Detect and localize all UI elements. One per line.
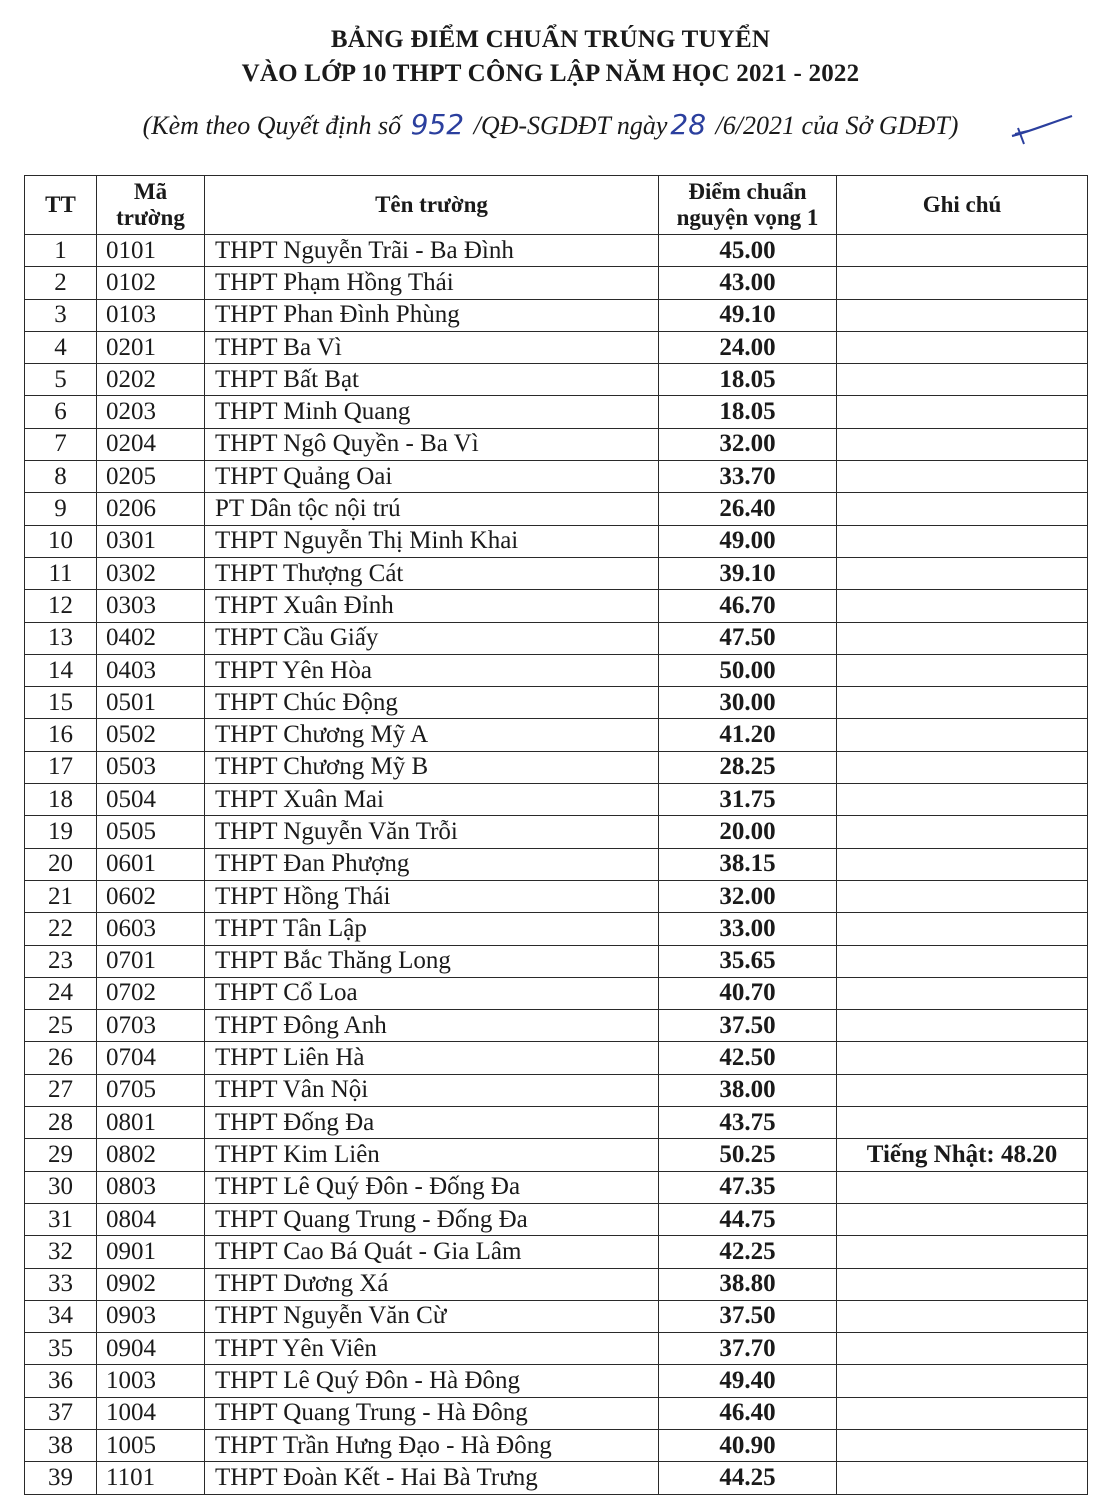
cell-ma-truong: 0102 <box>97 267 205 299</box>
table-row <box>25 719 1088 751</box>
cell-ma-truong: 1004 <box>97 1397 205 1429</box>
cell-ten-truong: THPT Ngô Quyền - Ba Vì <box>205 428 659 460</box>
cell-ten-truong: THPT Đan Phượng <box>205 848 659 880</box>
cell-tt: 32 <box>25 1236 97 1268</box>
cell-ghi-chu <box>837 331 1088 363</box>
cell-ten-truong: THPT Nguyễn Thị Minh Khai <box>205 525 659 557</box>
cell-ghi-chu <box>837 751 1088 783</box>
cell-diem-chuan: 39.10 <box>659 557 837 589</box>
table-row <box>25 1462 1088 1494</box>
cell-tt: 31 <box>25 1203 97 1235</box>
cell-ghi-chu <box>837 428 1088 460</box>
cell-ma-truong: 0702 <box>97 977 205 1009</box>
table-row <box>25 299 1088 331</box>
table-row <box>25 751 1088 783</box>
table-row <box>25 525 1088 557</box>
cell-tt: 1 <box>25 235 97 267</box>
cell-ma-truong: 0903 <box>97 1300 205 1332</box>
subtitle-middle: /QĐ-SGDĐT ngày <box>473 111 668 140</box>
cell-ten-truong: THPT Dương Xá <box>205 1268 659 1300</box>
cell-ghi-chu <box>837 557 1088 589</box>
cell-ten-truong: PT Dân tộc nội trú <box>205 493 659 525</box>
header-ma-truong <box>97 176 205 235</box>
cell-ten-truong: THPT Thượng Cát <box>205 557 659 589</box>
document-title-line-2: VÀO LỚP 10 THPT CÔNG LẬP NĂM HỌC 2021 - 2022 <box>241 60 860 87</box>
cell-ten-truong: THPT Cao Bá Quát - Gia Lâm <box>205 1236 659 1268</box>
table-row <box>25 848 1088 880</box>
cell-tt: 33 <box>25 1268 97 1300</box>
cell-diem-chuan: 50.00 <box>659 654 837 686</box>
cell-ghi-chu <box>837 1365 1088 1397</box>
cell-ten-truong: THPT Phan Đình Phùng <box>205 299 659 331</box>
cell-ghi-chu <box>837 622 1088 654</box>
cell-ma-truong: 0804 <box>97 1203 205 1235</box>
cell-diem-chuan: 38.80 <box>659 1268 837 1300</box>
cell-ghi-chu <box>837 719 1088 751</box>
table-row <box>25 1236 1088 1268</box>
cell-ghi-chu <box>837 1236 1088 1268</box>
cell-ghi-chu <box>837 1429 1088 1461</box>
cell-diem-chuan: 49.00 <box>659 525 837 557</box>
cell-tt: 2 <box>25 267 97 299</box>
table-row <box>25 1333 1088 1365</box>
cell-diem-chuan: 31.75 <box>659 784 837 816</box>
table-row <box>25 1203 1088 1235</box>
cell-ten-truong: THPT Lê Quý Đôn - Hà Đông <box>205 1365 659 1397</box>
table-row <box>25 590 1088 622</box>
cell-ten-truong: THPT Cầu Giấy <box>205 622 659 654</box>
cell-ten-truong: THPT Yên Hòa <box>205 654 659 686</box>
cell-ma-truong: 0103 <box>97 299 205 331</box>
cell-ghi-chu <box>837 1107 1088 1139</box>
cell-ghi-chu <box>837 364 1088 396</box>
cell-diem-chuan: 47.50 <box>659 622 837 654</box>
cell-diem-chuan: 43.75 <box>659 1107 837 1139</box>
cell-ten-truong: THPT Chương Mỹ A <box>205 719 659 751</box>
cell-ghi-chu <box>837 784 1088 816</box>
header-score-line2: nguyện vọng 1 <box>676 205 819 230</box>
cell-tt: 9 <box>25 493 97 525</box>
cell-diem-chuan: 30.00 <box>659 687 837 719</box>
table-row <box>25 1268 1088 1300</box>
cell-ghi-chu <box>837 977 1088 1009</box>
day-handwritten: 28 <box>670 108 707 141</box>
handwritten-check-mark <box>1008 110 1078 150</box>
cell-tt: 23 <box>25 945 97 977</box>
cell-ghi-chu <box>837 1171 1088 1203</box>
cell-diem-chuan: 37.50 <box>659 1300 837 1332</box>
cell-tt: 11 <box>25 557 97 589</box>
cell-ghi-chu <box>837 945 1088 977</box>
cell-ghi-chu <box>837 848 1088 880</box>
document-subtitle <box>0 108 1101 141</box>
cell-ghi-chu <box>837 654 1088 686</box>
cell-ghi-chu <box>837 1397 1088 1429</box>
cell-tt: 16 <box>25 719 97 751</box>
cell-ghi-chu <box>837 525 1088 557</box>
table-row <box>25 1139 1088 1171</box>
cell-ten-truong: THPT Nguyễn Văn Cừ <box>205 1300 659 1332</box>
cell-ma-truong: 0402 <box>97 622 205 654</box>
cell-diem-chuan: 50.25 <box>659 1139 837 1171</box>
cell-ma-truong: 0504 <box>97 784 205 816</box>
cell-ma-truong: 0205 <box>97 461 205 493</box>
cell-diem-chuan: 49.10 <box>659 299 837 331</box>
table-header-row <box>25 176 1088 235</box>
cell-diem-chuan: 24.00 <box>659 331 837 363</box>
cell-ghi-chu <box>837 493 1088 525</box>
table-row <box>25 816 1088 848</box>
cell-ghi-chu: Tiếng Nhật: 48.20 <box>837 1139 1088 1171</box>
cell-ma-truong: 0705 <box>97 1074 205 1106</box>
cell-diem-chuan: 37.50 <box>659 1010 837 1042</box>
cell-ten-truong: THPT Cổ Loa <box>205 977 659 1009</box>
cell-ghi-chu <box>837 1300 1088 1332</box>
cell-diem-chuan: 38.15 <box>659 848 837 880</box>
cell-tt: 13 <box>25 622 97 654</box>
cell-ten-truong: THPT Trần Hưng Đạo - Hà Đông <box>205 1429 659 1461</box>
cell-ma-truong: 0505 <box>97 816 205 848</box>
cell-diem-chuan: 18.05 <box>659 396 837 428</box>
cell-ten-truong: THPT Quảng Oai <box>205 461 659 493</box>
cell-tt: 21 <box>25 880 97 912</box>
cell-ma-truong: 0601 <box>97 848 205 880</box>
cell-ten-truong: THPT Chương Mỹ B <box>205 751 659 783</box>
cell-ma-truong: 0201 <box>97 331 205 363</box>
cell-diem-chuan: 32.00 <box>659 428 837 460</box>
cell-tt: 19 <box>25 816 97 848</box>
cell-ten-truong: THPT Bắc Thăng Long <box>205 945 659 977</box>
cell-ma-truong: 0202 <box>97 364 205 396</box>
cell-ma-truong: 0901 <box>97 1236 205 1268</box>
cell-ghi-chu <box>837 816 1088 848</box>
cell-diem-chuan: 40.70 <box>659 977 837 1009</box>
cell-tt: 34 <box>25 1300 97 1332</box>
table-row <box>25 428 1088 460</box>
cell-ghi-chu <box>837 1462 1088 1494</box>
cell-diem-chuan: 35.65 <box>659 945 837 977</box>
table-row <box>25 235 1088 267</box>
header-ten-truong: Tên trường <box>205 176 659 235</box>
cell-ten-truong: THPT Chúc Động <box>205 687 659 719</box>
cell-tt: 30 <box>25 1171 97 1203</box>
cell-tt: 10 <box>25 525 97 557</box>
cell-ghi-chu <box>837 1042 1088 1074</box>
cell-diem-chuan: 49.40 <box>659 1365 837 1397</box>
cell-ma-truong: 1101 <box>97 1462 205 1494</box>
cell-ten-truong: THPT Đông Anh <box>205 1010 659 1042</box>
cell-ma-truong: 0503 <box>97 751 205 783</box>
table-row <box>25 880 1088 912</box>
table-row <box>25 1300 1088 1332</box>
cell-tt: 6 <box>25 396 97 428</box>
cell-diem-chuan: 40.90 <box>659 1429 837 1461</box>
cell-ma-truong: 0403 <box>97 654 205 686</box>
cell-ten-truong: THPT Liên Hà <box>205 1042 659 1074</box>
cell-diem-chuan: 33.70 <box>659 461 837 493</box>
cell-ghi-chu <box>837 1203 1088 1235</box>
cell-ma-truong: 0701 <box>97 945 205 977</box>
table-row <box>25 1429 1088 1461</box>
cell-diem-chuan: 45.00 <box>659 235 837 267</box>
table-row <box>25 1171 1088 1203</box>
cell-tt: 35 <box>25 1333 97 1365</box>
table-row <box>25 687 1088 719</box>
header-score-line1: Điểm chuẩn <box>688 179 807 204</box>
cell-ten-truong: THPT Quang Trung - Đống Đa <box>205 1203 659 1235</box>
cell-tt: 8 <box>25 461 97 493</box>
cell-diem-chuan: 42.25 <box>659 1236 837 1268</box>
table-row <box>25 622 1088 654</box>
cell-ghi-chu <box>837 299 1088 331</box>
cell-diem-chuan: 18.05 <box>659 364 837 396</box>
table-row <box>25 977 1088 1009</box>
cell-diem-chuan: 26.40 <box>659 493 837 525</box>
cell-ten-truong: THPT Tân Lập <box>205 913 659 945</box>
cell-ma-truong: 0204 <box>97 428 205 460</box>
cell-ma-truong: 0602 <box>97 880 205 912</box>
cell-ma-truong: 0302 <box>97 557 205 589</box>
cell-tt: 38 <box>25 1429 97 1461</box>
cell-ten-truong: THPT Minh Quang <box>205 396 659 428</box>
cell-ma-truong: 0101 <box>97 235 205 267</box>
cell-ma-truong: 0904 <box>97 1333 205 1365</box>
cell-ten-truong: THPT Yên Viên <box>205 1333 659 1365</box>
cell-ma-truong: 0801 <box>97 1107 205 1139</box>
table-row <box>25 1365 1088 1397</box>
cell-ghi-chu <box>837 1268 1088 1300</box>
header-ma-line2: trường <box>116 205 185 230</box>
cell-diem-chuan: 33.00 <box>659 913 837 945</box>
table-row <box>25 1107 1088 1139</box>
table-row <box>25 493 1088 525</box>
cell-ma-truong: 0803 <box>97 1171 205 1203</box>
table-row <box>25 267 1088 299</box>
document-title-line-1: BẢNG ĐIỂM CHUẨN TRÚNG TUYỂN <box>330 26 771 53</box>
table-row <box>25 364 1088 396</box>
header-ma-line1: Mã <box>133 179 168 204</box>
cell-diem-chuan: 44.75 <box>659 1203 837 1235</box>
table-row <box>25 331 1088 363</box>
cell-tt: 7 <box>25 428 97 460</box>
cell-ten-truong: THPT Nguyễn Văn Trỗi <box>205 816 659 848</box>
cell-ten-truong: THPT Nguyễn Trãi - Ba Đình <box>205 235 659 267</box>
cell-ma-truong: 0704 <box>97 1042 205 1074</box>
cell-ghi-chu <box>837 880 1088 912</box>
table-row <box>25 1042 1088 1074</box>
cell-ma-truong: 0902 <box>97 1268 205 1300</box>
cell-diem-chuan: 43.00 <box>659 267 837 299</box>
cell-ma-truong: 0301 <box>97 525 205 557</box>
cell-ten-truong: THPT Xuân Mai <box>205 784 659 816</box>
table-row <box>25 1010 1088 1042</box>
cell-tt: 26 <box>25 1042 97 1074</box>
cell-tt: 25 <box>25 1010 97 1042</box>
cell-ten-truong: THPT Kim Liên <box>205 1139 659 1171</box>
cell-ghi-chu <box>837 590 1088 622</box>
cell-ghi-chu <box>837 687 1088 719</box>
cell-ma-truong: 0603 <box>97 913 205 945</box>
cell-ten-truong: THPT Đống Đa <box>205 1107 659 1139</box>
cell-ghi-chu <box>837 1333 1088 1365</box>
cell-ma-truong: 0203 <box>97 396 205 428</box>
table-row <box>25 945 1088 977</box>
cell-tt: 24 <box>25 977 97 1009</box>
cell-diem-chuan: 28.25 <box>659 751 837 783</box>
cell-ghi-chu <box>837 267 1088 299</box>
cell-ma-truong: 1005 <box>97 1429 205 1461</box>
cell-tt: 27 <box>25 1074 97 1106</box>
cell-diem-chuan: 42.50 <box>659 1042 837 1074</box>
table-row <box>25 784 1088 816</box>
cell-diem-chuan: 20.00 <box>659 816 837 848</box>
cell-tt: 17 <box>25 751 97 783</box>
cell-tt: 36 <box>25 1365 97 1397</box>
table-row <box>25 654 1088 686</box>
header-tt: TT <box>25 176 97 235</box>
cell-ten-truong: THPT Quang Trung - Hà Đông <box>205 1397 659 1429</box>
cell-tt: 29 <box>25 1139 97 1171</box>
cell-ma-truong: 1003 <box>97 1365 205 1397</box>
cell-diem-chuan: 38.00 <box>659 1074 837 1106</box>
cell-diem-chuan: 41.20 <box>659 719 837 751</box>
cell-diem-chuan: 46.70 <box>659 590 837 622</box>
cell-diem-chuan: 37.70 <box>659 1333 837 1365</box>
cell-ten-truong: THPT Vân Nội <box>205 1074 659 1106</box>
cell-tt: 12 <box>25 590 97 622</box>
cell-ma-truong: 0703 <box>97 1010 205 1042</box>
subtitle-prefix: (Kèm theo Quyết định số <box>142 111 402 140</box>
cell-ghi-chu <box>837 1074 1088 1106</box>
cell-diem-chuan: 32.00 <box>659 880 837 912</box>
cell-ten-truong: THPT Hồng Thái <box>205 880 659 912</box>
subtitle-suffix: /6/2021 của Sở GDĐT) <box>715 111 959 140</box>
cell-tt: 20 <box>25 848 97 880</box>
cell-tt: 14 <box>25 654 97 686</box>
decision-number-handwritten: 952 <box>410 108 465 141</box>
cell-ghi-chu <box>837 1010 1088 1042</box>
cell-ten-truong: THPT Lê Quý Đôn - Đống Đa <box>205 1171 659 1203</box>
cell-ghi-chu <box>837 913 1088 945</box>
cell-tt: 28 <box>25 1107 97 1139</box>
table-row <box>25 557 1088 589</box>
header-diem-chuan <box>659 176 837 235</box>
cell-tt: 39 <box>25 1462 97 1494</box>
table-row <box>25 1397 1088 1429</box>
table-row <box>25 1074 1088 1106</box>
cell-diem-chuan: 44.25 <box>659 1462 837 1494</box>
cell-ten-truong: THPT Xuân Đỉnh <box>205 590 659 622</box>
cell-ma-truong: 0802 <box>97 1139 205 1171</box>
cell-ghi-chu <box>837 461 1088 493</box>
admission-score-table <box>24 175 1088 1495</box>
cell-tt: 18 <box>25 784 97 816</box>
cell-tt: 4 <box>25 331 97 363</box>
cell-ma-truong: 0303 <box>97 590 205 622</box>
header-ghi-chu: Ghi chú <box>837 176 1088 235</box>
cell-ghi-chu <box>837 396 1088 428</box>
cell-ten-truong: THPT Bất Bạt <box>205 364 659 396</box>
cell-tt: 22 <box>25 913 97 945</box>
cell-tt: 3 <box>25 299 97 331</box>
cell-ma-truong: 0502 <box>97 719 205 751</box>
cell-diem-chuan: 47.35 <box>659 1171 837 1203</box>
cell-ma-truong: 0501 <box>97 687 205 719</box>
cell-diem-chuan: 46.40 <box>659 1397 837 1429</box>
cell-ma-truong: 0206 <box>97 493 205 525</box>
cell-tt: 37 <box>25 1397 97 1429</box>
cell-ten-truong: THPT Đoàn Kết - Hai Bà Trưng <box>205 1462 659 1494</box>
table-row <box>25 396 1088 428</box>
cell-tt: 5 <box>25 364 97 396</box>
cell-ten-truong: THPT Ba Vì <box>205 331 659 363</box>
cell-ghi-chu <box>837 235 1088 267</box>
cell-ten-truong: THPT Phạm Hồng Thái <box>205 267 659 299</box>
table-row <box>25 461 1088 493</box>
table-row <box>25 913 1088 945</box>
cell-tt: 15 <box>25 687 97 719</box>
